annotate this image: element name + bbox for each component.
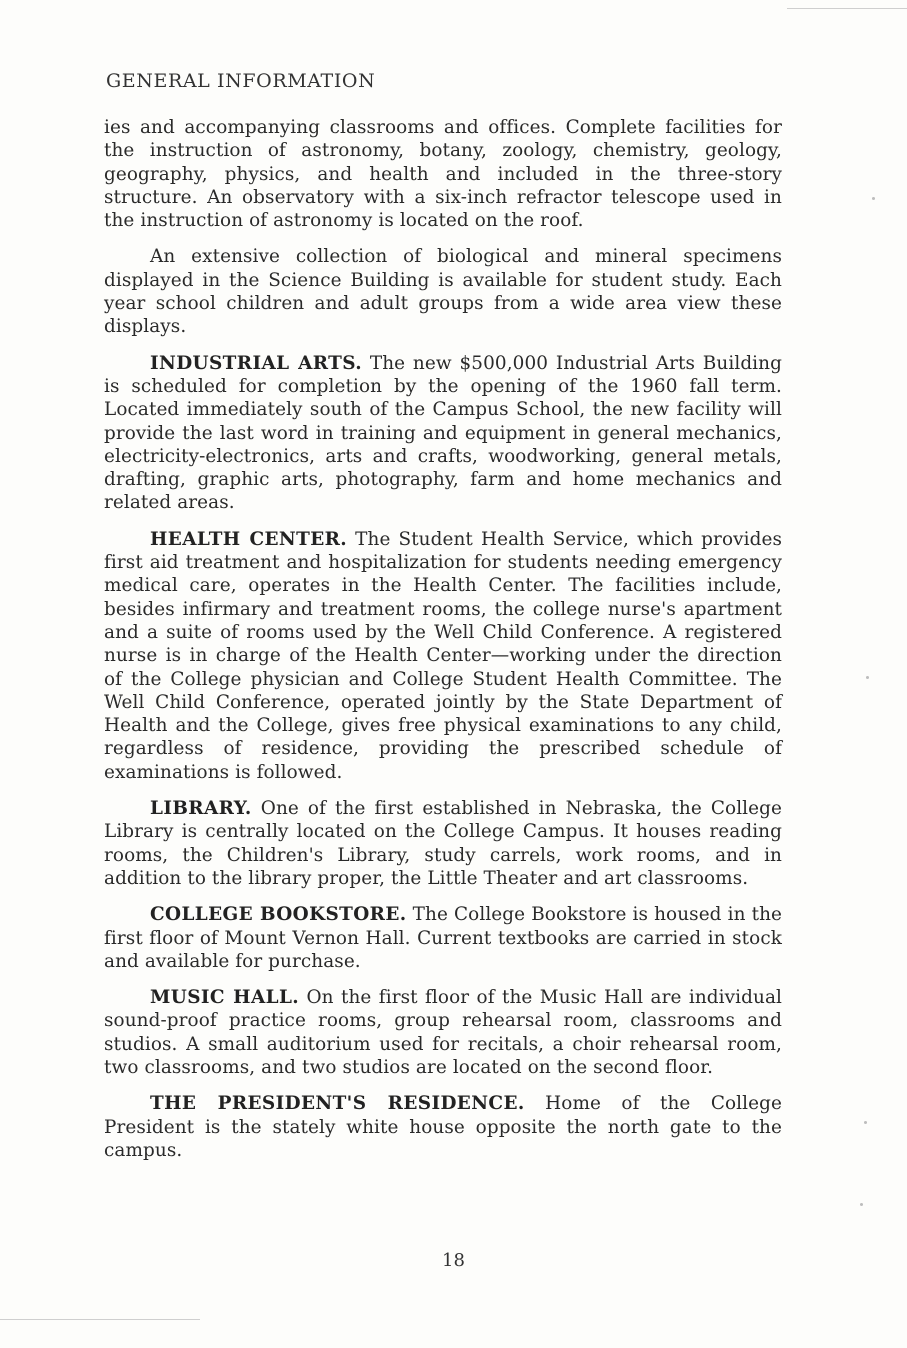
scan-speck xyxy=(860,1203,863,1206)
section-text: On the first floor of the Music Hall are individual sound-proof practice rooms, group rehearsal room, classrooms and studios. A small auditorium used for recitals, a choir rehearsal room, two classrooms, and two studios are located on the second floor. xyxy=(104,987,782,1078)
running-header: GENERAL INFORMATION xyxy=(106,70,376,92)
section-text: The Student Health Service, which provides first aid treatment and hospitalization for students needing emergency medical care, operates in the Health Center. The facilities include, besides infirmary and treatment rooms, the college nurse's apartment and a suite of rooms used by the Well Child Conference. A registered nurse is in charge of the Health Center—working under the direction of the College physician and College Student Health Committee. The Well Child Conference, operated jointly by the State Department of Health and the College, gives free physical examinations to any child, regardless of residence, providing the prescribed schedule of examinations is followed. xyxy=(104,528,782,783)
scan-edge-line-top xyxy=(787,8,907,9)
paragraph-science-continued xyxy=(104,116,782,232)
section-text: The new $500,000 Industrial Arts Building is scheduled for completion by the opening of the 1960 fall term. Located immediately south of the Campus School, the new facility will provide the last word in training and equipment in general mechanics, electricity-electronics, arts and crafts, woodworking, general metals, drafting, graphic arts, photography, farm and home mechanics and related areas. xyxy=(104,352,782,514)
section-industrial-arts xyxy=(104,352,782,515)
page-number: 18 xyxy=(442,1250,465,1271)
section-health-center xyxy=(104,528,782,784)
paragraph-text: An extensive collection of biological and mineral specimens displayed in the Science Building is available for student study. Each year school children and adult groups from a wide area view these displays. xyxy=(104,246,782,338)
section-heading: HEALTH CENTER. xyxy=(150,528,348,550)
scan-speck xyxy=(864,1121,867,1124)
section-college-bookstore xyxy=(104,903,782,973)
section-heading: LIBRARY. xyxy=(150,798,252,820)
scan-edge-line-bottom xyxy=(0,1319,200,1320)
section-heading: THE PRESIDENT'S RESIDENCE. xyxy=(150,1093,525,1115)
document-page xyxy=(104,70,782,1175)
section-heading: MUSIC HALL. xyxy=(150,987,300,1009)
section-text: Home of the College President is the stately white house opposite the north gate to the campus. xyxy=(104,1093,782,1161)
section-music-hall xyxy=(104,986,782,1079)
section-text: One of the first established in Nebraska, the College Library is centrally located on the College Campus. It houses reading rooms, the Children's Library, study carrels, work rooms, and in addition to the library proper, the Little Theater and art classrooms. xyxy=(104,798,783,889)
paragraph-text: ies and accompanying classrooms and offices. Complete facilities for the instruction of astronomy, botany, zoology, chemistry, geology, geography, physics, and health and included in the three-story structure. An observatory with a six-inch refractor telescope used in the instruction of astronomy is located on the roof. xyxy=(104,117,782,232)
scan-speck xyxy=(866,676,869,679)
section-library xyxy=(104,797,782,890)
section-text: The College Bookstore is housed in the first floor of Mount Vernon Hall. Current textbooks are carried in stock and available for purchase. xyxy=(104,904,782,972)
section-presidents-residence xyxy=(104,1092,782,1162)
scan-speck xyxy=(872,197,875,200)
section-heading: COLLEGE BOOKSTORE. xyxy=(150,904,407,926)
section-heading: INDUSTRIAL ARTS. xyxy=(150,352,363,374)
paragraph-specimens xyxy=(104,245,782,338)
